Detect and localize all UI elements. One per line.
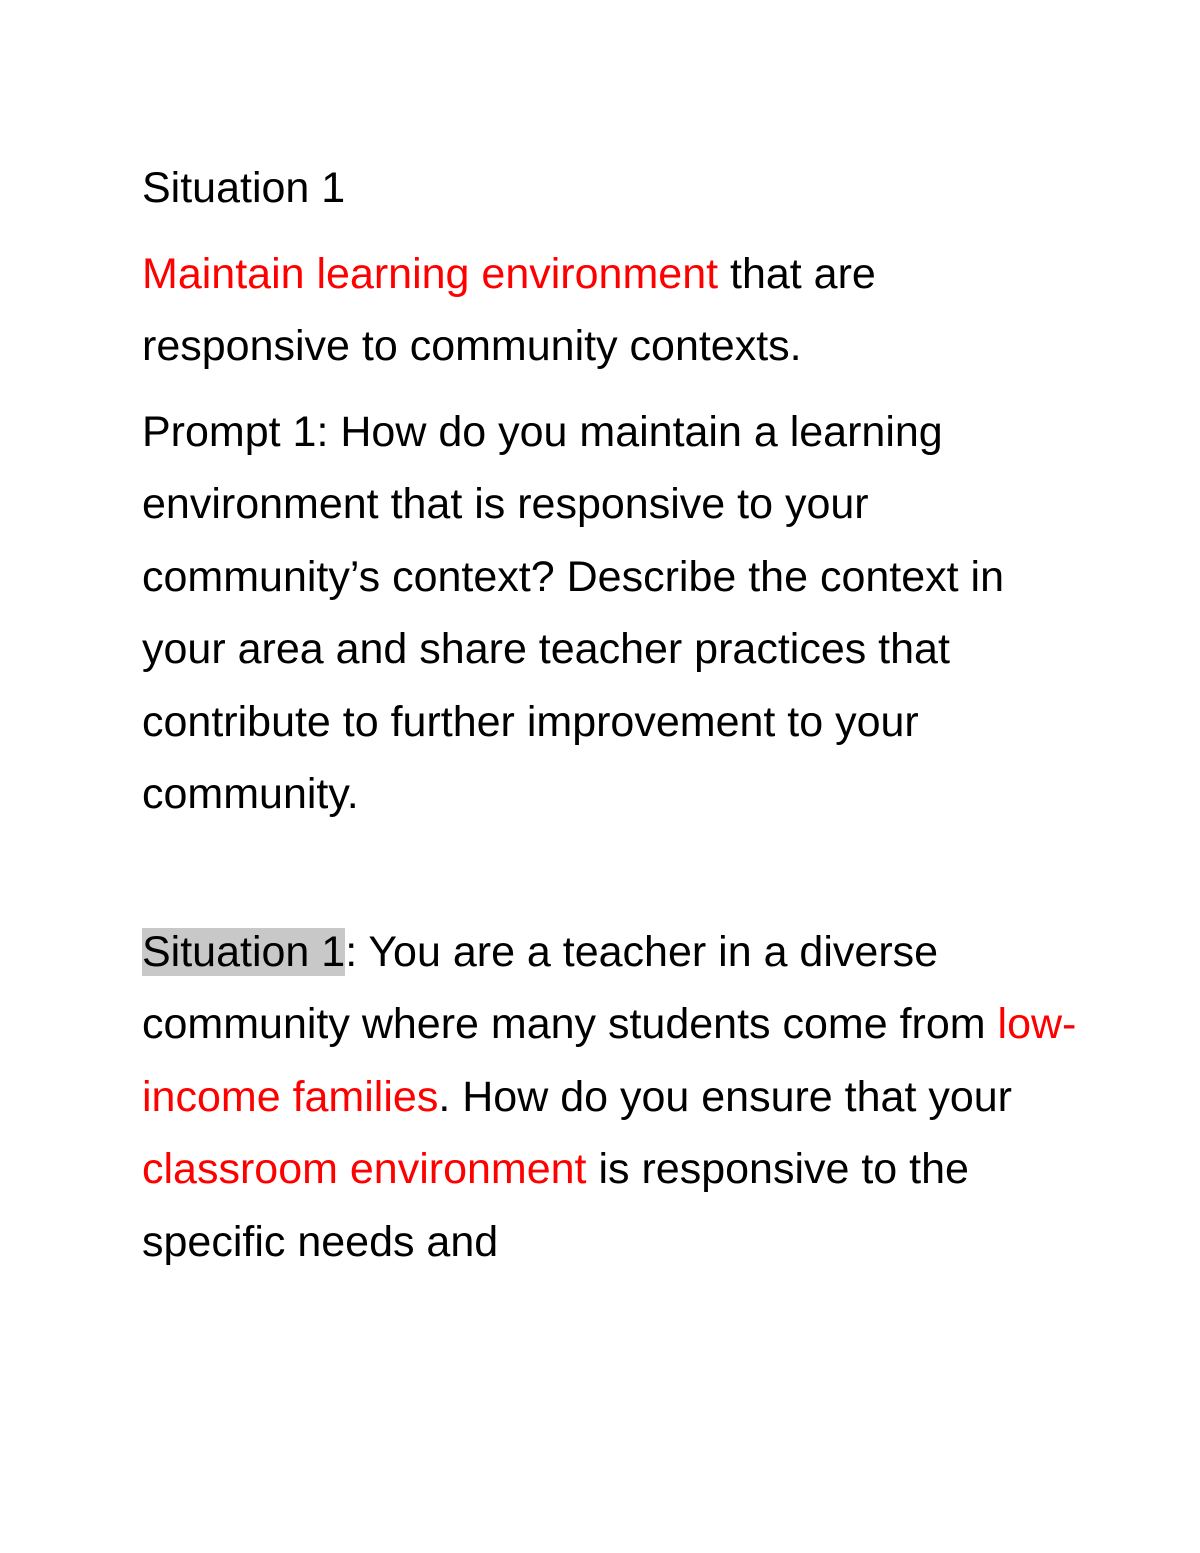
situation-text: is responsive to the specific needs and	[142, 1145, 969, 1266]
document-body	[142, 152, 1082, 1278]
highlighted-text: Situation 1	[142, 927, 346, 976]
prompt-paragraph: Prompt 1: How do you maintain a learning environment that is responsive to your community’s context? Describe the context in your area and share teacher practices that contribute to further improvement to your community.	[142, 407, 1004, 818]
situation-paragraph	[142, 916, 1082, 1279]
section-heading: Situation 1	[142, 164, 346, 212]
emphasis-text: Maintain learning environment	[142, 249, 719, 298]
statement-text: that are responsive to community contexts.	[142, 249, 876, 370]
situation-text: : You are a teacher in a diverse community where many students come from	[142, 927, 998, 1048]
emphasis-text: low-income families	[142, 1000, 1077, 1121]
situation-text: . How do you ensure that your	[438, 1072, 1012, 1121]
emphasis-text: classroom environment	[142, 1145, 587, 1193]
competency-statement	[142, 238, 1082, 383]
